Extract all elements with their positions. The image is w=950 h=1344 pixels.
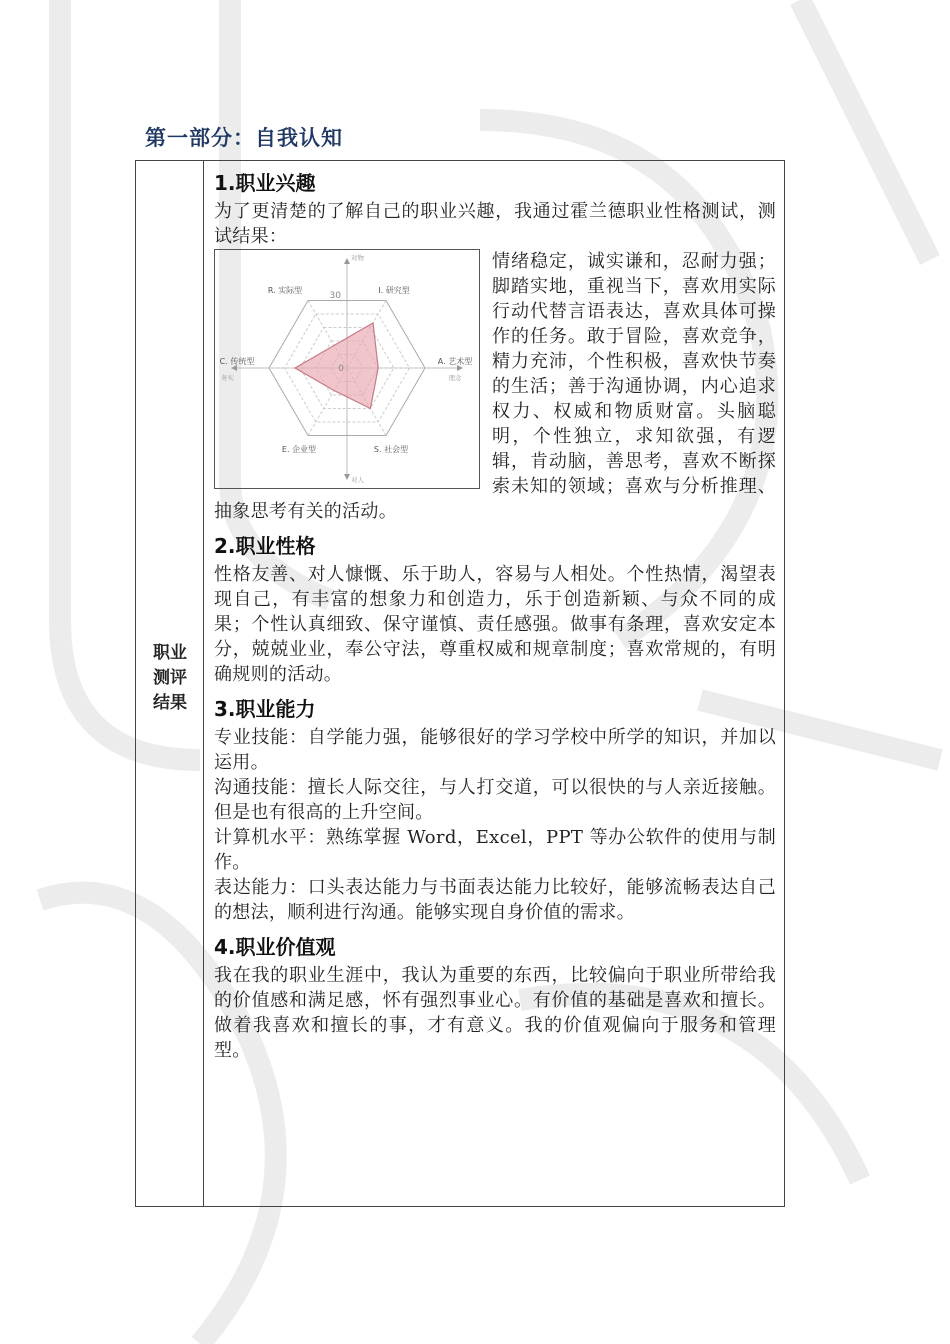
pole-label-left: 务实 [221, 374, 234, 382]
radar-tick-label: 30 [329, 291, 341, 301]
ability-item: 表达能力：口头表达能力与书面表达能力比较好，能够流畅表达自己的想法，顺利进行沟通。能够实现自身价值的需求。 [214, 877, 776, 923]
holland-radar-chart [214, 249, 480, 489]
radar-axis-label: R. 实际型 [267, 286, 303, 295]
row-label-line: 职业 [153, 643, 187, 663]
ability-item: 专业技能：自学能力强，能够很好的学习学校中所学的知识，并加以运用。 [214, 727, 776, 773]
pole-label-top: 对物 [351, 254, 364, 262]
radar-axis-label: I. 研究型 [378, 286, 410, 295]
radar-axis-label: E. 企业型 [281, 445, 317, 454]
radar-axis-label: C. 传统型 [219, 357, 255, 366]
row-label [136, 641, 204, 716]
pole-label-bottom: 对人 [351, 476, 364, 484]
arrow-head-top [344, 258, 350, 264]
row-label-line: 测评 [153, 668, 187, 688]
evaluation-table [135, 160, 785, 1207]
personality-text: 性格友善、对人慷慨、乐于助人，容易与人相处。个性热情，渴望表现自己，有丰富的想象力和创造力，乐于创造新颖、与众不同的成果；个性认真细致、保守谨慎、责任感强。做事有条理，喜欢安定本分，兢兢业业，奉公守法，尊重权威和规章制度；喜欢常规的，有明确规则的活动。 [214, 564, 776, 685]
ability-heading: 3.职业能力 [214, 697, 316, 721]
radar-axis-label: A. 艺术型 [437, 357, 473, 366]
interest-description: 情绪稳定，诚实谦和，忍耐力强；脚踏实地，重视当下，喜欢用实际行动代替言语表达，喜欢具体可操作的任务。敢于冒险，喜欢竞争，精力充沛，个性积极，喜欢快节奏的生活；善于沟通协调，内心追求权力、权威和物质财富。头脑聪明，个性独立，求知欲强，有逻辑，肯动脑，善思考，喜欢不断探索未知的领域；喜欢与分析推理、抽象思考有关的活动。 [214, 251, 776, 522]
row-label-line: 结果 [153, 693, 187, 713]
radar-data-area [295, 323, 378, 409]
table-label-column [136, 161, 204, 1206]
ability-item: 沟通技能：擅长人际交往，与人打交道，可以很快的与人亲近接触。但是也有很高的上升空间。 [214, 777, 776, 823]
values-heading: 4.职业价值观 [214, 935, 336, 959]
table-content-cell [214, 167, 776, 1063]
ability-item: 计算机水平：熟练掌握 Word，Excel，PPT 等办公软件的使用与制作。 [214, 827, 776, 873]
arrow-head-bottom [344, 474, 350, 480]
interest-intro: 为了更清楚的了解自己的职业兴趣，我通过霍兰德职业性格测试，测试结果： [214, 201, 776, 247]
radar-chart-svg [215, 250, 479, 488]
values-text: 我在我的职业生涯中，我认为重要的东西，比较偏向于职业所带给我的价值感和满足感，怀有强烈事业心。有价值的基础是喜欢和擅长。做着我喜欢和擅长的事，才有意义。我的价值观偏向于服务和管理型。 [214, 965, 776, 1061]
pole-label-right: 理念 [448, 374, 462, 382]
interest-heading: 1.职业兴趣 [214, 171, 316, 195]
section-title: 第一部分：自我认知 [145, 126, 343, 150]
radar-tick-label: 0 [338, 364, 344, 374]
radar-axis-label: S. 社会型 [373, 445, 409, 454]
personality-heading: 2.职业性格 [214, 534, 316, 558]
